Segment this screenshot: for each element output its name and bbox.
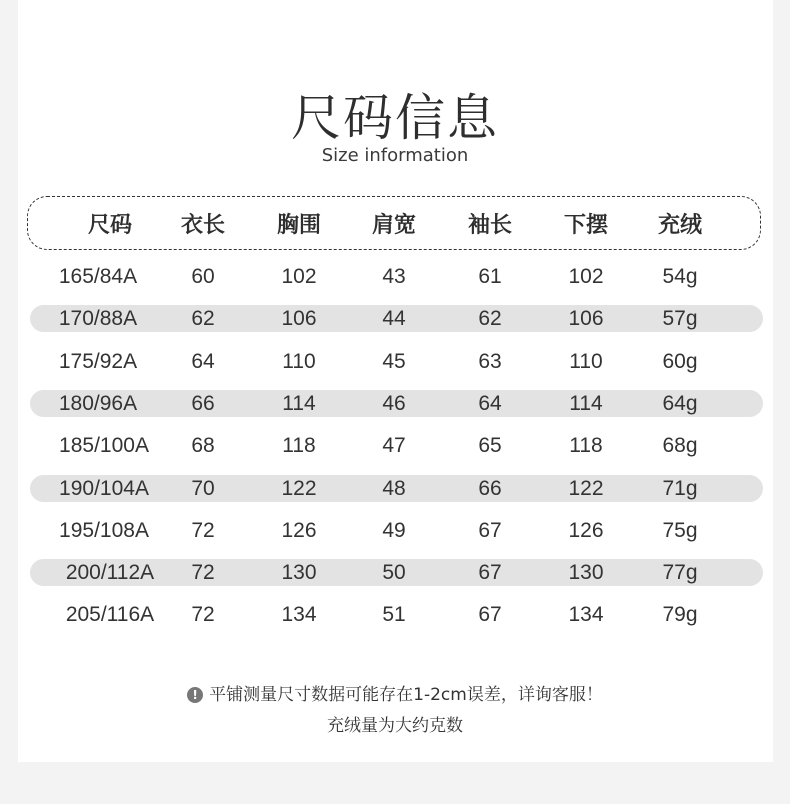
table-cell: 64 xyxy=(191,349,215,373)
table-cell: 165/84A xyxy=(58,265,138,288)
table-cell: 175/92A xyxy=(58,349,138,373)
table-cell: 64g xyxy=(662,391,698,415)
table-cell: 72 xyxy=(191,603,215,627)
header-shoulder: 肩宽 xyxy=(371,213,416,238)
table-cell: 64 xyxy=(478,391,502,415)
table-cell: 61 xyxy=(478,265,502,288)
table-cell: 51 xyxy=(382,603,406,627)
page-title: 尺码信息 xyxy=(291,89,499,147)
table-cell: 110 xyxy=(282,349,316,373)
table-cell: 126 xyxy=(568,518,604,542)
table-cell: 200/112A xyxy=(65,561,155,585)
down-fill-note: 充绒量为大约克数 xyxy=(327,716,463,736)
table-cell: 67 xyxy=(478,603,502,627)
table-cell: 180/96A xyxy=(58,391,138,415)
table-cell: 60g xyxy=(662,349,698,373)
table-cell: 46 xyxy=(382,391,406,415)
table-cell: 106 xyxy=(281,307,317,331)
table-cell: 185/100A xyxy=(59,434,149,458)
table-cell: 67 xyxy=(478,561,502,585)
table-cell: 126 xyxy=(281,518,317,542)
exclamation-circle-icon: ! xyxy=(187,687,203,703)
header-chest: 胸围 xyxy=(276,213,321,238)
table-cell: 57g xyxy=(662,307,698,331)
table-cell: 195/108A xyxy=(59,518,149,542)
header-fill: 充绒 xyxy=(657,213,702,238)
table-cell: 118 xyxy=(282,434,316,458)
header-length: 衣长 xyxy=(180,213,225,238)
table-cell: 106 xyxy=(568,307,604,331)
table-cell: 102 xyxy=(568,265,604,288)
table-cell: 66 xyxy=(478,476,502,500)
measurement-note xyxy=(0,680,790,705)
table-cell: 75g xyxy=(662,518,698,542)
table-cell: 68 xyxy=(191,434,215,458)
page-subtitle: Size information xyxy=(321,145,469,166)
table-cell: 134 xyxy=(281,603,317,627)
table-cell: 50 xyxy=(382,561,406,585)
table-cell: 62 xyxy=(478,307,502,331)
table-cell: 62 xyxy=(191,307,215,331)
table-cell: 67 xyxy=(478,518,502,542)
table-cell: 114 xyxy=(569,391,603,415)
table-cell: 114 xyxy=(282,391,316,415)
table-cell: 205/116A xyxy=(65,603,155,627)
header-sleeve: 袖长 xyxy=(467,213,512,238)
table-cell: 44 xyxy=(382,307,406,331)
table-cell: 190/104A xyxy=(59,476,149,500)
table-cell: 45 xyxy=(382,349,406,373)
table-cell: 130 xyxy=(281,561,317,585)
header-size: 尺码 xyxy=(87,213,132,238)
table-cell: 60 xyxy=(191,265,215,288)
table-cell: 70 xyxy=(191,476,215,500)
table-cell: 72 xyxy=(191,518,215,542)
table-cell: 54g xyxy=(662,265,698,288)
table-cell: 118 xyxy=(569,434,603,458)
table-cell: 43 xyxy=(382,265,406,288)
table-cell: 77g xyxy=(662,561,698,585)
table-cell: 110 xyxy=(569,349,603,373)
table-cell: 134 xyxy=(568,603,604,627)
table-cell: 102 xyxy=(281,265,317,288)
table-cell: 79g xyxy=(662,603,698,627)
note-line-1: 平铺测量尺寸数据可能存在1-2cm误差，详询客服！ xyxy=(209,685,603,705)
table-cell: 130 xyxy=(568,561,604,585)
table-cell: 63 xyxy=(478,349,502,373)
table-cell: 66 xyxy=(191,391,215,415)
header-hem: 下摆 xyxy=(563,213,608,238)
table-cell: 68g xyxy=(662,434,698,458)
table-cell: 71g xyxy=(662,476,698,500)
table-cell: 72 xyxy=(191,561,215,585)
table-cell: 122 xyxy=(568,476,604,500)
table-cell: 47 xyxy=(382,434,406,458)
table-cell: 48 xyxy=(382,476,406,500)
table-cell: 49 xyxy=(382,518,406,542)
table-cell: 122 xyxy=(281,476,317,500)
table-cell: 65 xyxy=(478,434,502,458)
table-cell: 170/88A xyxy=(58,307,138,331)
